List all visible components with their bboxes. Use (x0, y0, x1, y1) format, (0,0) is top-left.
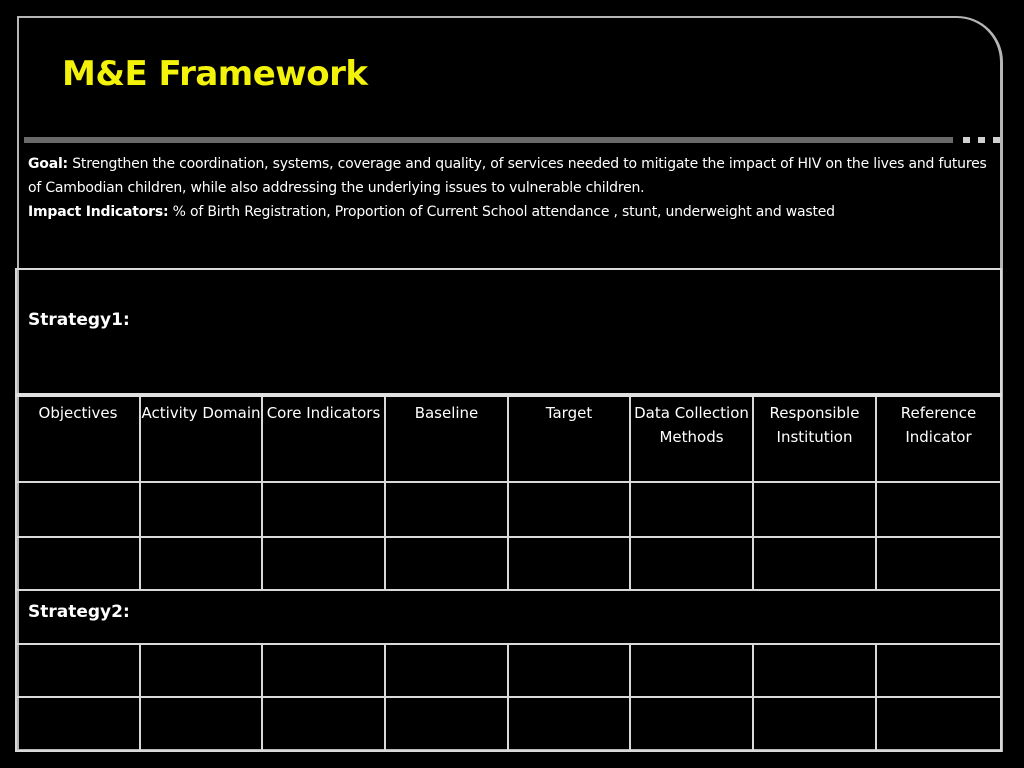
header-cell: Activity Domain (140, 395, 262, 482)
strategy-row (16, 269, 1001, 395)
table-cell (262, 537, 385, 590)
framework-table (15, 268, 1002, 752)
title-divider (24, 137, 953, 143)
table-cell (16, 644, 140, 697)
strategy-row (16, 590, 1001, 644)
table-row (16, 537, 1001, 590)
header-cell: Data Collection Methods (630, 395, 753, 482)
header-cell: Responsible Institution (753, 395, 876, 482)
table-cell (753, 537, 876, 590)
goal-section (28, 152, 1003, 224)
table-cell (630, 482, 753, 536)
divider-dot (978, 137, 985, 143)
table-cell (16, 537, 140, 590)
header-cell: Reference Indicator (876, 395, 1001, 482)
table-cell (753, 644, 876, 697)
divider-dot (963, 137, 970, 143)
table-cell (16, 482, 140, 536)
table-cell (630, 537, 753, 590)
table-row (16, 644, 1001, 697)
divider-dot (993, 137, 1000, 143)
header-row (16, 395, 1001, 482)
slide-title: M&E Framework (62, 54, 368, 94)
impact-label: Impact Indicators: (28, 204, 169, 220)
strategy1-label: Strategy1: (28, 310, 130, 330)
table-cell (876, 482, 1001, 536)
table-cell (385, 644, 508, 697)
goal-label: Goal: (28, 156, 68, 172)
table-cell (385, 697, 508, 751)
table-cell (508, 644, 630, 697)
header-cell: Target (508, 395, 630, 482)
table-cell (753, 697, 876, 751)
table-cell (876, 537, 1001, 590)
table-cell (508, 482, 630, 536)
table-cell (630, 644, 753, 697)
table-cell (385, 537, 508, 590)
strategy2-label: Strategy2: (28, 601, 130, 622)
table-cell (262, 482, 385, 536)
table-cell (385, 482, 508, 536)
table-cell (753, 482, 876, 536)
table-cell (508, 537, 630, 590)
table-cell (140, 482, 262, 536)
strategy2-cell (16, 590, 1001, 644)
header-cell: Objectives (16, 395, 140, 482)
goal-paragraph (28, 152, 1003, 200)
header-cell: Baseline (385, 395, 508, 482)
table-cell (876, 644, 1001, 697)
table-cell (876, 697, 1001, 751)
table-cell (16, 697, 140, 751)
table-cell (262, 644, 385, 697)
strategy1-cell (16, 269, 1001, 395)
goal-text: Strengthen the coordination, systems, coverage and quality, of services needed to mitigate the impact of HIV on the lives and futures of Cambodian children, while also addressing the underlying issues to vulnerable children. (28, 156, 987, 196)
table-cell (508, 697, 630, 751)
table-row (16, 482, 1001, 536)
table-cell (630, 697, 753, 751)
impact-paragraph (28, 200, 1003, 224)
table-cell (140, 644, 262, 697)
impact-text: % of Birth Registration, Proportion of Current School attendance , stunt, underweight and wasted (168, 204, 835, 220)
table-cell (262, 697, 385, 751)
table-cell (140, 537, 262, 590)
header-cell: Core Indicators (262, 395, 385, 482)
table-row (16, 697, 1001, 751)
table-cell (140, 697, 262, 751)
